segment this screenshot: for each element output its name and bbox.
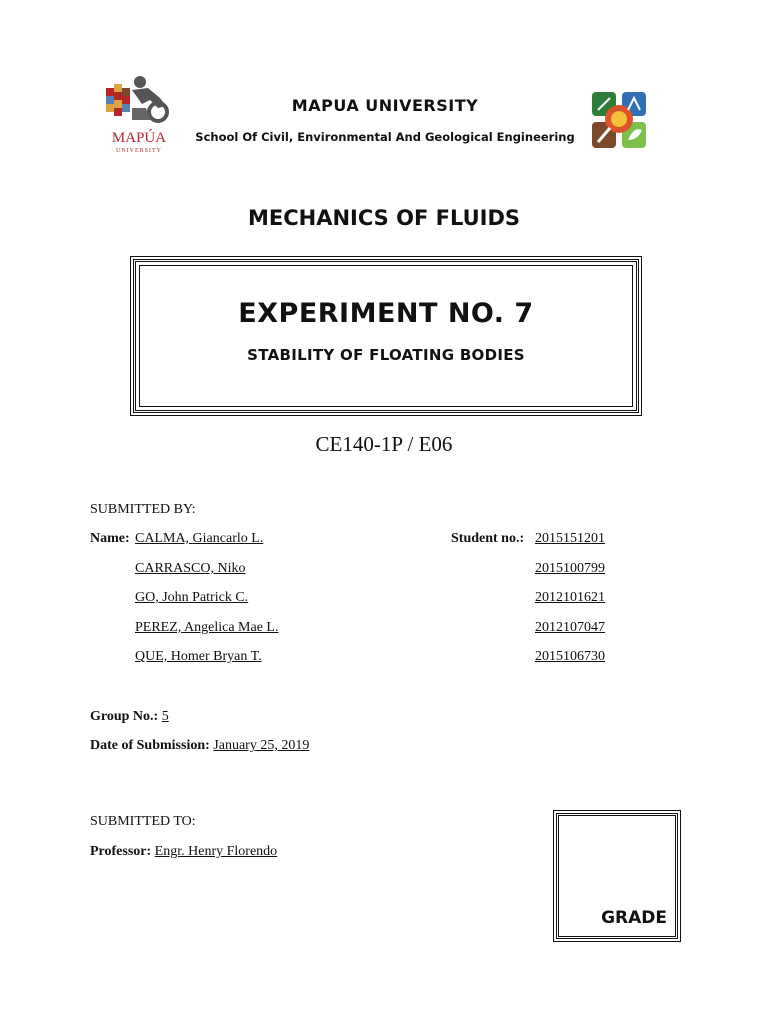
- date-label: Date of Submission:: [90, 738, 210, 753]
- grade-label: GRADE: [601, 908, 667, 928]
- experiment-title: EXPERIMENT NO. 7: [238, 298, 534, 329]
- professor-row: [90, 844, 277, 860]
- logo-subtext: UNIVERSITY: [116, 148, 162, 154]
- logo-text: MAPÚA: [111, 130, 167, 146]
- group-label: Group No.:: [90, 709, 159, 724]
- experiment-subtitle: STABILITY OF FLOATING BODIES: [247, 346, 525, 364]
- member-student-no: 2015106730: [535, 649, 605, 664]
- date-value: January 25, 2019: [213, 738, 310, 753]
- mapua-logo: [102, 74, 176, 156]
- cege-logo: [590, 90, 648, 150]
- member-student-no: 2015151201: [535, 531, 605, 546]
- member-name: QUE, Homer Bryan T.: [135, 649, 262, 664]
- name-label: Name:: [90, 531, 130, 546]
- member-name: PEREZ, Angelica Mae L.: [135, 620, 279, 635]
- professor-label: Professor:: [90, 844, 152, 859]
- submitted-by-label: SUBMITTED BY:: [90, 502, 196, 517]
- member-name: CALMA, Giancarlo L.: [135, 531, 264, 546]
- member-student-no: 2012107047: [535, 620, 605, 635]
- member-student-no: 2015100799: [535, 561, 605, 576]
- section-code: CE140-1P / E06: [315, 432, 453, 456]
- group-value: 5: [161, 709, 169, 724]
- grade-box: [556, 813, 678, 939]
- member-name: GO, John Patrick C.: [135, 590, 249, 605]
- course-title: MECHANICS OF FLUIDS: [247, 206, 520, 230]
- member-name: CARRASCO, Niko: [135, 561, 246, 576]
- group-row: [90, 709, 169, 725]
- university-name: MAPUA UNIVERSITY: [291, 96, 479, 115]
- school-name: School Of Civil, Environmental And Geological Engineering: [195, 130, 575, 144]
- experiment-title-box: [133, 259, 639, 413]
- submitted-to-label: SUBMITTED TO:: [90, 814, 196, 829]
- professor-value: Engr. Henry Florendo: [154, 844, 278, 859]
- member-student-no: 2012101621: [535, 590, 605, 605]
- student-no-label: Student no.:: [451, 531, 525, 546]
- date-row: [90, 738, 309, 754]
